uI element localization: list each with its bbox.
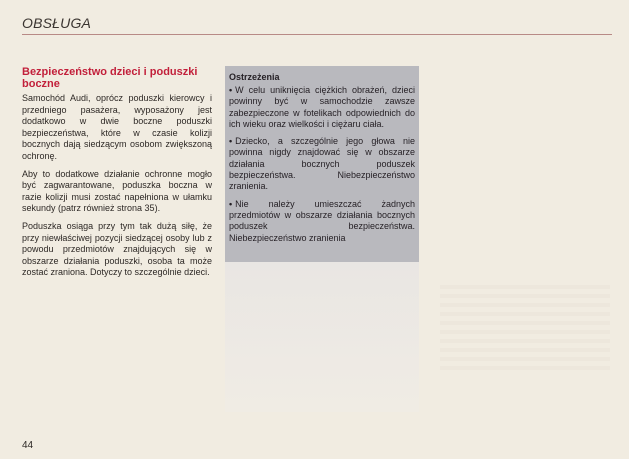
warning-item	[229, 136, 415, 192]
warning-item-text: W celu uniknięcia ciężkich obrażeń, dzieci powinny być w samochodzie zawsze zabezpieczone w fotelikach odpowiednich do ich wieku oraz wielkości i ciężaru ciała.	[229, 85, 415, 129]
header-divider	[22, 34, 612, 35]
warning-item-text: Dziecko, a szczególnie jego głowa nie powinna nigdy znajdować się w obszarze działania bocznych poduszek bezpieczeństwa. Niebezpieczeństwo zranienia.	[229, 136, 415, 192]
bullet-icon: •	[229, 136, 233, 147]
show-through-text	[440, 280, 610, 370]
section-header-title: OBSŁUGA	[22, 15, 92, 31]
warning-box	[225, 66, 419, 262]
main-text-column	[22, 66, 212, 285]
warning-item	[229, 199, 415, 244]
bullet-icon: •	[229, 85, 233, 95]
bullet-icon: •	[229, 198, 233, 209]
faded-area	[225, 262, 419, 412]
page-number: 44	[22, 440, 34, 451]
paragraph-danger: Poduszka osiąga przy tym tak dużą siłę, że przy niewłaściwej pozycji siedzącej osoby lub z powodu przedmiotów znajdujących się w obszarze działania poduszki, osoba ta może zostać zraniona. Dotyczy to szczególnie dzieci.	[22, 220, 212, 278]
section-heading: Bezpieczeństwo dzieci i poduszki boczne	[22, 66, 198, 90]
warning-item	[229, 85, 415, 130]
paragraph-intro: Samochód Audi, oprócz poduszki kierowcy i przedniego pasażera, wyposażony jest dodatkowo w dwie boczne poduszki bezpieczeństwa, które w czasie kolizji bocznych dają siedzącym osobom zwiększoną ochronę.	[22, 93, 212, 161]
warning-item-text: Nie należy umieszczać żadnych przedmiotów w obszarze działania bocznych poduszek bezpieczeństwa. Niebezpieczeństwo zranienia	[229, 198, 415, 243]
warning-title: Ostrzeżenia	[229, 72, 280, 82]
paragraph-inflation: Aby to dodatkowe działanie ochronne mogło być zagwarantowane, poduszka boczna w razie kolizji musi zostać napełniona w ułamku sekundy (patrz również strona 35).	[22, 168, 212, 214]
